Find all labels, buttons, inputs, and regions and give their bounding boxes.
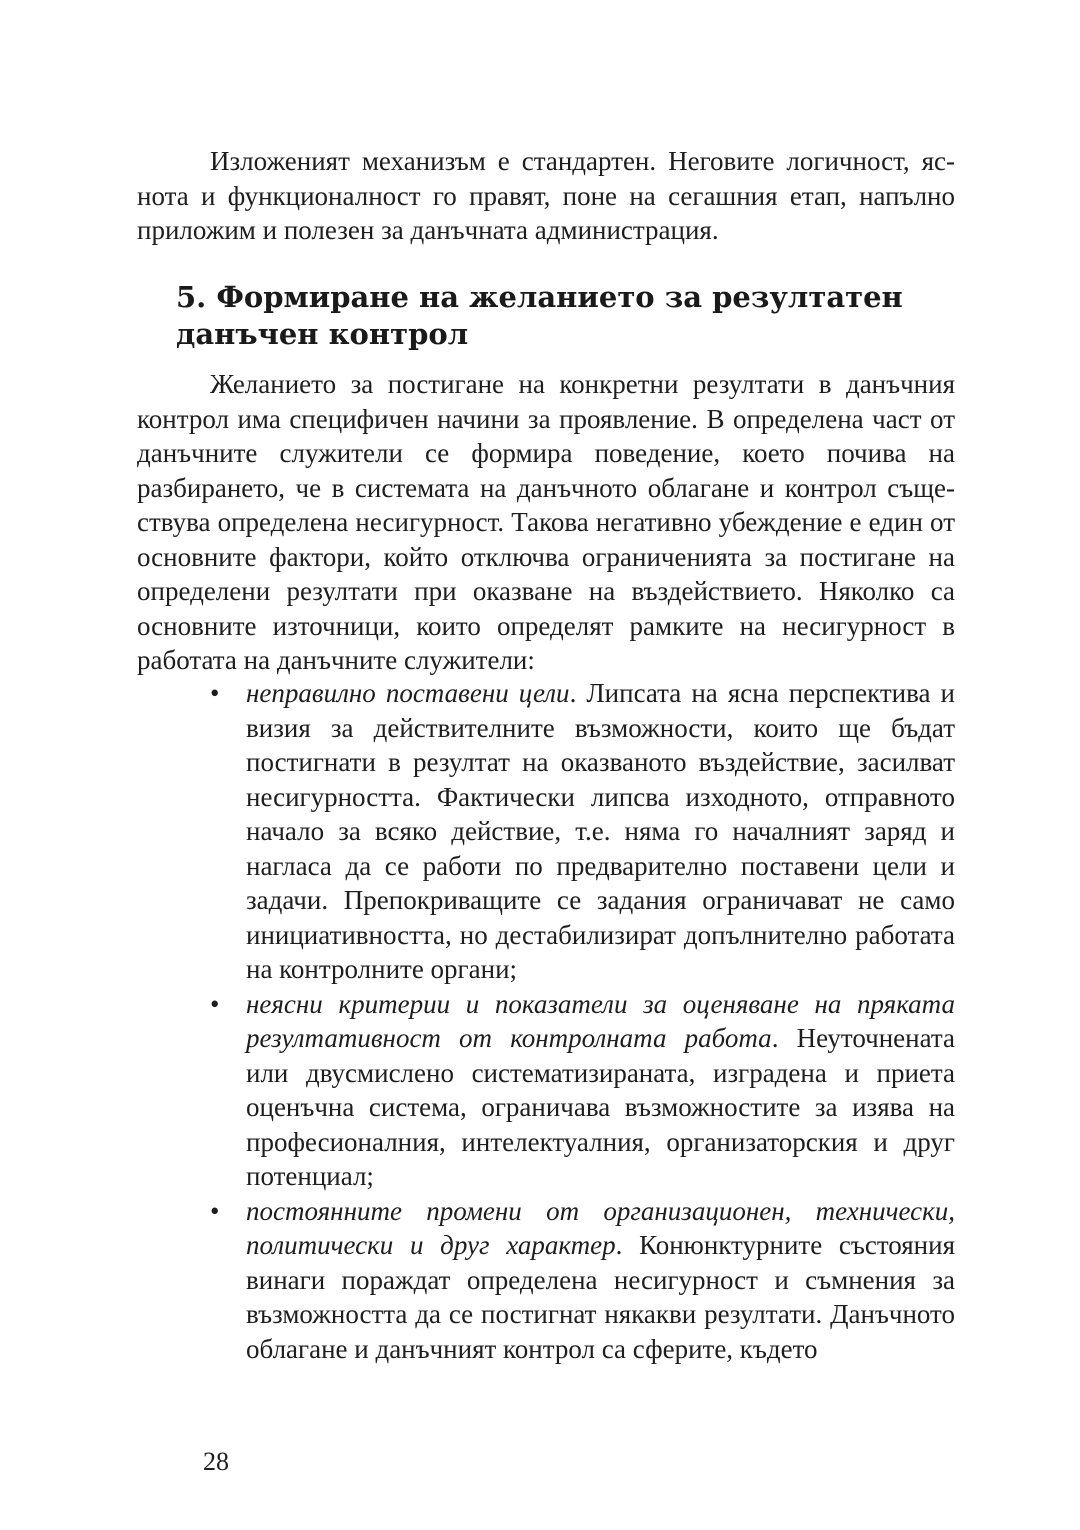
list-item-text: . Конюнктурните състояния винаги пораждат определена несигурност и съмнения за възможността да се постигнат някакви резултати. Данъчното облагане и данъчният контрол са сферите, където xyxy=(246,1230,955,1364)
list-item-text: . Неуточнената или двусмислено систематизираната, изградена и приета оценъчна система, ограничава възможностите за изява на професионалния, интелектуалния, организаторския и друг потенциал; xyxy=(246,1023,955,1191)
page-number: 28 xyxy=(203,1447,229,1476)
intro-paragraph: Изложеният механизъм е стандартен. Неговите логичност, яснота и функционалност го правят, поне на сегашния етап, напълно приложим и полезен за данъчната администрация. xyxy=(137,146,955,245)
list-item xyxy=(137,987,955,1194)
intro-paragraph-block xyxy=(137,144,955,248)
list-item-text: . Липсата на ясна перспектива и визия за действителните възможности, които ще бъдат постигнати в резултат на оказваното въздействие, засилват несигурността. Фактически липсва изходното, отправното начало за всяко действие, т.е. няма го началният заряд и нагласа да се работи по предварително поставени цели и задачи. Препокриващите се задания ограничават не само инициативността, но дестабилизират допълнително работата на контролните органи; xyxy=(246,678,955,984)
list-item-term: постоянните промени от организационен, технически, политически и друг характер xyxy=(246,1195,955,1260)
list-item-term: неправилно поставени цели xyxy=(246,678,570,708)
bullet-icon: • xyxy=(210,678,220,708)
bullet-icon: • xyxy=(210,1195,220,1226)
main-paragraph: Желанието за постигане на конкретни резултати в данъчния контрол има специфичен начини за проявление. В определена част от данъчните служители се формира поведение, което почива на разбирането, че в системата на данъчното облагане и контрол съществува определена несигурност. Такова негативно убеждение е един от основните фактори, който отключва ограниченията за постигане на определени резултати при оказване на въздействието. Няколко са основните източници, които определят рамките на несигурност в работата на данъчните служители: xyxy=(137,369,955,675)
section-heading: 5. Формиране на желанието за резултатен данъчен контрол xyxy=(176,280,903,351)
source-list xyxy=(137,676,955,1366)
list-item xyxy=(137,1194,955,1367)
list-item xyxy=(137,676,955,987)
main-paragraph-block xyxy=(137,367,955,678)
bullet-icon: • xyxy=(210,988,220,1019)
list-item-term: неясни критерии и показатели за оценяване на пряката резултативност от контролната работа xyxy=(246,988,955,1053)
